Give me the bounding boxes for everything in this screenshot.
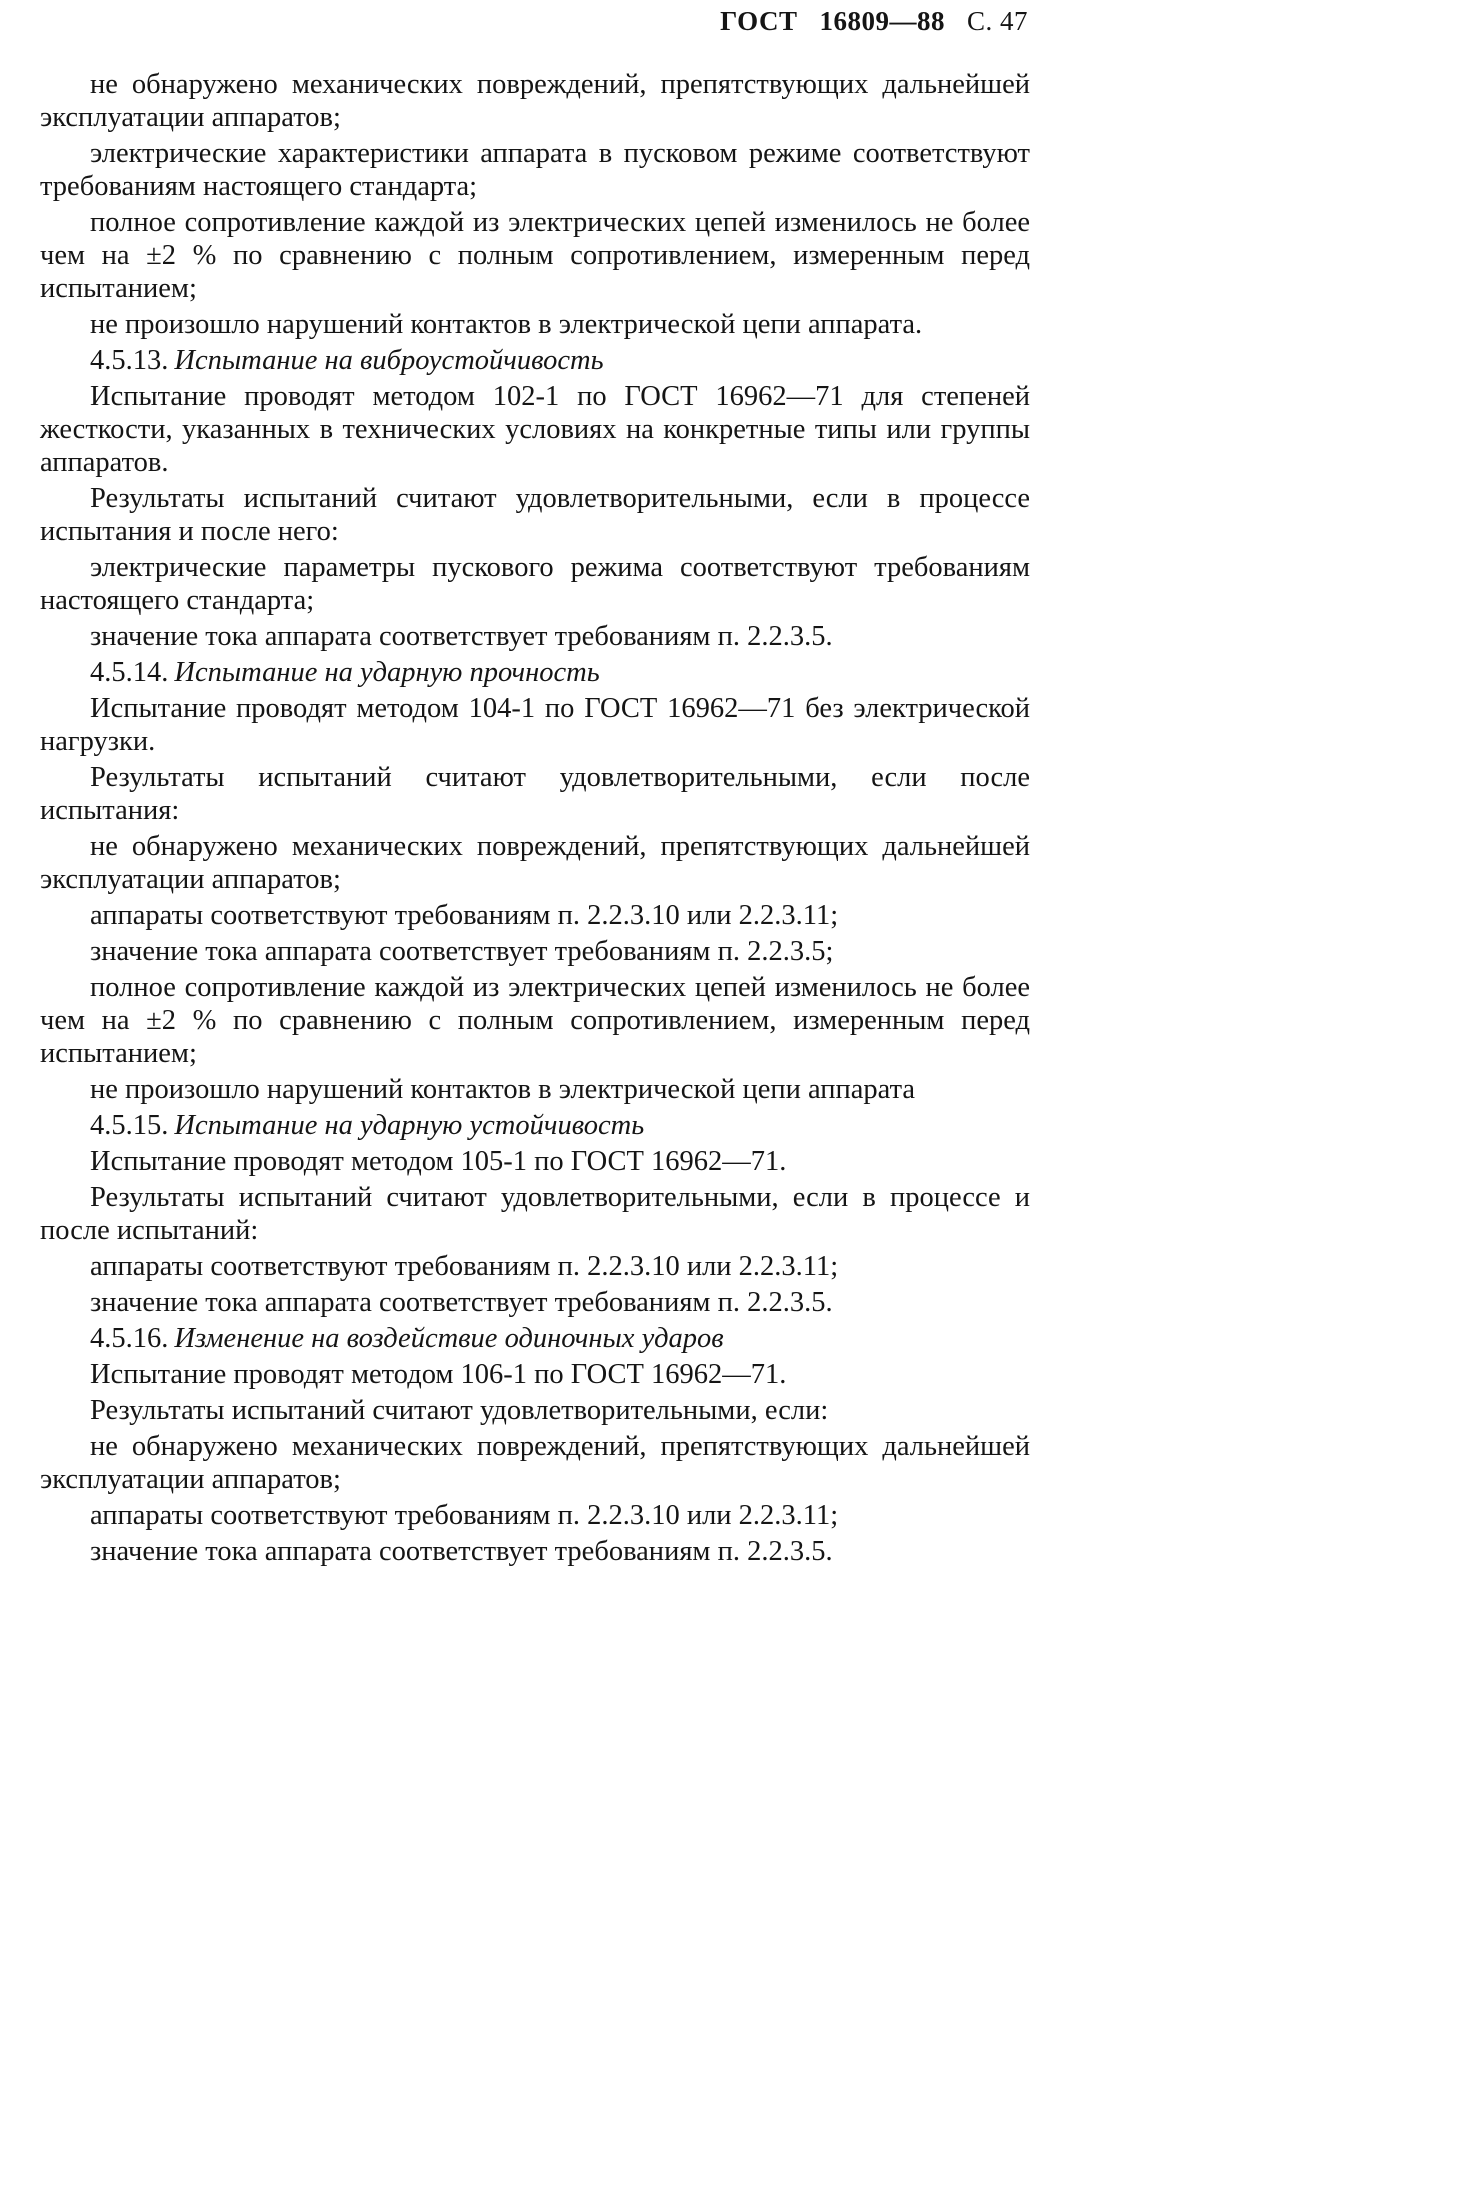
paragraph: Испытание проводят методом 102-1 по ГОСТ 16962—71 для степеней жесткости, указанных в технических условиях на конкретные типы или группы аппаратов. (40, 381, 1030, 478)
paragraph: не обнаружено механических повреждений, препятствующих дальнейшей эксплуатации аппаратов; (40, 1431, 1030, 1495)
standard-number: 16809—88 (819, 6, 945, 36)
section-heading (40, 344, 1030, 377)
document-body (40, 68, 1030, 1571)
paragraph: электрические параметры пускового режима соответствуют требованиям настоящего стандарта; (40, 552, 1030, 616)
section-number: 4.5.14. (90, 657, 169, 688)
paragraph: значение тока аппарата соответствует требованиям п. 2.2.3.5. (90, 1287, 833, 1318)
paragraph: Испытание проводят методом 105-1 по ГОСТ 16962—71. (90, 1146, 787, 1177)
section-heading (40, 1109, 1030, 1142)
paragraph: Результаты испытаний считают удовлетворительными, если в процессе испытания и после него: (40, 483, 1030, 547)
paragraph: значение тока аппарата соответствует требованиям п. 2.2.3.5; (90, 936, 834, 967)
standard-label: ГОСТ (720, 6, 798, 36)
section-title: Испытание на ударную устойчивость (174, 1110, 645, 1141)
paragraph: аппараты соответствуют требованиям п. 2.2.3.10 или 2.2.3.11; (90, 1500, 839, 1531)
paragraph: аппараты соответствуют требованиям п. 2.2.3.10 или 2.2.3.11; (90, 1251, 839, 1282)
paragraph: полное сопротивление каждой из электрических цепей изменилось не более чем на ±2 % по сравнению с полным сопротивлением, измеренным перед испытанием; (40, 972, 1030, 1069)
section-number: 4.5.13. (90, 345, 169, 376)
paragraph: значение тока аппарата соответствует требованиям п. 2.2.3.5. (90, 1536, 833, 1567)
paragraph: не произошло нарушений контактов в электрической цепи аппарата. (90, 309, 923, 340)
section-number: 4.5.16. (90, 1323, 169, 1354)
paragraph: не обнаружено механических повреждений, препятствующих дальнейшей эксплуатации аппаратов; (40, 831, 1030, 895)
paragraph: Испытание проводят методом 104-1 по ГОСТ 16962—71 без электрической нагрузки. (40, 693, 1030, 757)
paragraph: полное сопротивление каждой из электрических цепей изменилось не более чем на ±2 % по сравнению с полным сопротивлением, измеренным перед испытанием; (40, 207, 1030, 304)
page-header (720, 6, 1028, 37)
section-title: Изменение на воздействие одиночных ударов (174, 1323, 724, 1354)
paragraph: Результаты испытаний считают удовлетворительными, если после испытания: (40, 762, 1030, 826)
section-title: Испытание на виброустойчивость (174, 345, 604, 376)
section-title: Испытание на ударную прочность (174, 657, 600, 688)
paragraph: Результаты испытаний считают удовлетворительными, если: (90, 1395, 829, 1426)
paragraph: не произошло нарушений контактов в электрической цепи аппарата (90, 1074, 916, 1105)
paragraph: электрические характеристики аппарата в пусковом режиме соответствуют требованиям настоящего стандарта; (40, 138, 1030, 202)
section-heading (40, 656, 1030, 689)
paragraph: Результаты испытаний считают удовлетворительными, если в процессе и после испытаний: (40, 1182, 1030, 1246)
paragraph: не обнаружено механических повреждений, препятствующих дальнейшей эксплуатации аппаратов; (40, 69, 1030, 133)
paragraph: Испытание проводят методом 106-1 по ГОСТ 16962—71. (90, 1359, 787, 1390)
section-number: 4.5.15. (90, 1110, 169, 1141)
paragraph: аппараты соответствуют требованиям п. 2.2.3.10 или 2.2.3.11; (90, 900, 839, 931)
paragraph: значение тока аппарата соответствует требованиям п. 2.2.3.5. (90, 621, 833, 652)
page-number: С. 47 (966, 6, 1028, 36)
section-heading (40, 1322, 1030, 1355)
